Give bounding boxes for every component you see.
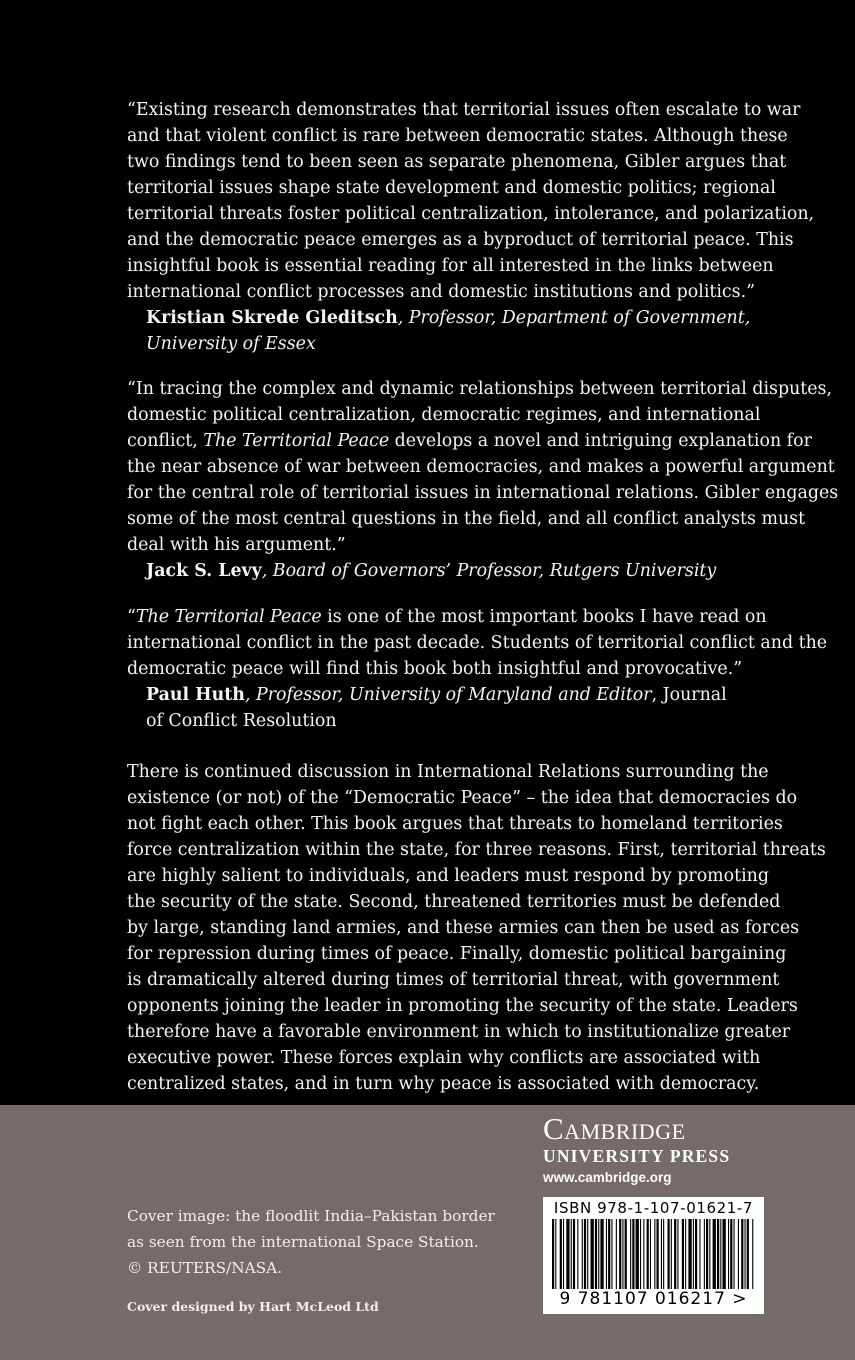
quote-line: deal with his argument.” (127, 535, 346, 555)
barcode-bar (720, 1219, 721, 1289)
barcode-icon (550, 1219, 757, 1289)
quote-line (127, 428, 812, 454)
barcode-bar (734, 1219, 735, 1289)
separator: , (651, 685, 663, 705)
description-line: not fight each other. This book argues that threats to homeland territories (127, 814, 783, 834)
endorsement-levy (127, 376, 839, 584)
barcode-bar (706, 1219, 708, 1289)
barcode-bar (682, 1219, 684, 1289)
cover-credit (127, 1203, 495, 1281)
barcode-bar (563, 1219, 564, 1289)
description-line: executive power. These forces explain why conflicts are associated with (127, 1048, 761, 1068)
barcode-bar (555, 1219, 556, 1289)
quote-line: domestic political centralization, democratic regimes, and international (127, 405, 761, 425)
quote-line: international conflict processes and domestic institutions and politics.” (127, 282, 756, 302)
barcode-bar (704, 1219, 705, 1289)
barcode-bar (640, 1219, 641, 1289)
credit-line: Cover image: the floodlit India–Pakistan border (127, 1207, 495, 1225)
publisher-url: www.cambridge.org (543, 1170, 672, 1185)
barcode-bar (717, 1219, 719, 1289)
barcode-bar (571, 1219, 572, 1289)
barcode-bar (730, 1219, 732, 1289)
barcode-bar (674, 1219, 676, 1289)
barcode-bar (723, 1219, 726, 1289)
barcode-number: 9 781107 016217 > (559, 1289, 748, 1309)
endorser-affiliation: University of Essex (146, 334, 316, 354)
attribution (127, 305, 792, 331)
book-title: The Territorial Peace (203, 431, 390, 451)
quote-line (127, 604, 792, 630)
barcode-bar (600, 1219, 603, 1289)
barcode-bar (595, 1219, 597, 1289)
barcode-bar (728, 1219, 729, 1289)
barcode-bar (663, 1219, 664, 1289)
barcode-bar (625, 1219, 627, 1289)
barcode-bar (573, 1219, 575, 1289)
quote-line: international conflict in the past decade. Students of territorial conflict and the (127, 633, 828, 653)
isbn-barcode (543, 1197, 764, 1314)
description-line: are highly salient to individuals, and leaders must respond by promoting (127, 866, 770, 886)
book-title: The Territorial Peace (135, 607, 322, 627)
quote-line: the near absence of war between democracies, and makes a powerful argument (127, 457, 835, 477)
endorser-title: , Professor, University of Maryland and Editor (244, 685, 652, 705)
barcode-bar (611, 1219, 612, 1289)
quote-text: conflict, (127, 431, 204, 451)
description-line: force centralization within the state, for three reasons. First, territorial threats (127, 840, 826, 860)
barcode-bar (685, 1219, 686, 1289)
endorsement-huth (127, 604, 828, 734)
barcode-bar (695, 1219, 697, 1289)
quote-text: develops a novel and intriguing explanation for (389, 431, 812, 451)
barcode-bar (632, 1219, 634, 1289)
barcode-bar (622, 1219, 623, 1289)
endorser-name: Paul Huth (146, 685, 245, 705)
barcode-bar (643, 1219, 644, 1289)
barcode-bar (582, 1219, 583, 1289)
description-line: for repression during times of peace. Finally, domestic political bargaining (127, 944, 787, 964)
barcode-bar (566, 1219, 569, 1289)
barcode-bar (747, 1219, 749, 1289)
attribution (127, 682, 792, 708)
barcode-bar (693, 1219, 694, 1289)
barcode-bar (688, 1219, 691, 1289)
barcode-bar (738, 1219, 739, 1289)
barcode-bar (654, 1219, 655, 1289)
barcode-bar (619, 1219, 621, 1289)
description-line: the security of the state. Second, threatened territories must be defended (127, 892, 781, 912)
quote-line: territorial threats foster political centralization, intolerance, and polarization, (127, 204, 815, 224)
journal-name: Journal (662, 685, 727, 705)
quote-line: territorial issues shape state development and domestic politics; regional (127, 178, 776, 198)
description-line: by large, standing land armies, and these armies can then be used as forces (127, 918, 800, 938)
barcode-bar (668, 1219, 670, 1289)
barcode-bar (647, 1219, 649, 1289)
publisher-logo (543, 1112, 765, 1185)
barcode-bar (616, 1219, 617, 1289)
quote-line: “In tracing the complex and dynamic relationships between territorial disputes, (127, 379, 833, 399)
barcode-bar (606, 1219, 607, 1289)
description-line: opponents joining the leader in promoting the security of the state. Leaders (127, 996, 798, 1016)
attribution (127, 558, 792, 584)
quote-line: two findings tend to been seen as separate phenomena, Gibler argues that (127, 152, 787, 172)
quote-line: “Existing research demonstrates that territorial issues often escalate to war (127, 100, 801, 120)
barcode-bar (608, 1219, 610, 1289)
barcode-bar (598, 1219, 599, 1289)
credit-line: as seen from the international Space Station. (127, 1233, 479, 1251)
barcode-bar (745, 1219, 746, 1289)
designer-credit: Cover designed by Hart McLeod Ltd (127, 1299, 379, 1314)
quote-line: and the democratic peace emerges as a byproduct of territorial peace. This (127, 230, 794, 250)
barcode-bar (677, 1219, 678, 1289)
description-line: is dramatically altered during times of territorial threat, with government (127, 970, 780, 990)
barcode-bar (650, 1219, 651, 1289)
description-line: therefore have a favorable environment in which to institutionalize greater (127, 1022, 791, 1042)
barcode-bar (741, 1219, 743, 1289)
quote-line: some of the most central questions in the field, and all conflict analysts must (127, 509, 806, 529)
endorser-title: , Board of Governors’ Professor, Rutgers University (261, 561, 717, 581)
barcode-bar (636, 1219, 639, 1289)
barcode-bar (577, 1219, 578, 1289)
barcode-bar (713, 1219, 716, 1289)
barcode-bar (591, 1219, 594, 1289)
journal-name-cont: of Conflict Resolution (146, 711, 337, 731)
barcode-bar (587, 1219, 588, 1289)
barcode-bar (552, 1219, 554, 1289)
endorsement-gleditsch (127, 97, 815, 357)
barcode-bar (630, 1219, 631, 1289)
isbn-label: ISBN 978-1-107-01621-7 (553, 1199, 754, 1217)
quote-line: democratic peace will find this book both insightful and provocative.” (127, 659, 743, 679)
barcode-bar (709, 1219, 710, 1289)
quote-line: for the central role of territorial issues in international relations. Gibler engages (127, 483, 839, 503)
barcode-bar (584, 1219, 586, 1289)
quote-line: insightful book is essential reading for all interested in the links between (127, 256, 774, 276)
endorser-name: Jack S. Levy (146, 561, 262, 581)
quote-text: is one of the most important books I have read on (321, 607, 767, 627)
endorser-name: Kristian Skrede Gleditsch (146, 308, 398, 328)
quote-text: “ (127, 607, 136, 627)
barcode-bar (560, 1219, 562, 1289)
publisher-name: Cambridge (543, 1111, 686, 1146)
quote-line: and that violent conflict is rare between democratic states. Although these (127, 126, 788, 146)
description-line: centralized states, and in turn why peace is associated with democracy. (127, 1074, 760, 1094)
endorser-title: , Professor, Department of Government, (397, 308, 751, 328)
credit-line: © REUTERS/NASA. (127, 1259, 283, 1277)
barcode-bar (671, 1219, 672, 1289)
publisher-press: UNIVERSITY PRESS (543, 1146, 731, 1166)
book-description (127, 759, 826, 1097)
barcode-bar (699, 1219, 700, 1289)
barcode-bar (752, 1219, 753, 1289)
barcode-bar (657, 1219, 659, 1289)
barcode-bar (661, 1219, 662, 1289)
description-line: There is continued discussion in International Relations surrounding the (127, 762, 769, 782)
description-line: existence (or not) of the “Democratic Peace” – the idea that democracies do (127, 788, 798, 808)
